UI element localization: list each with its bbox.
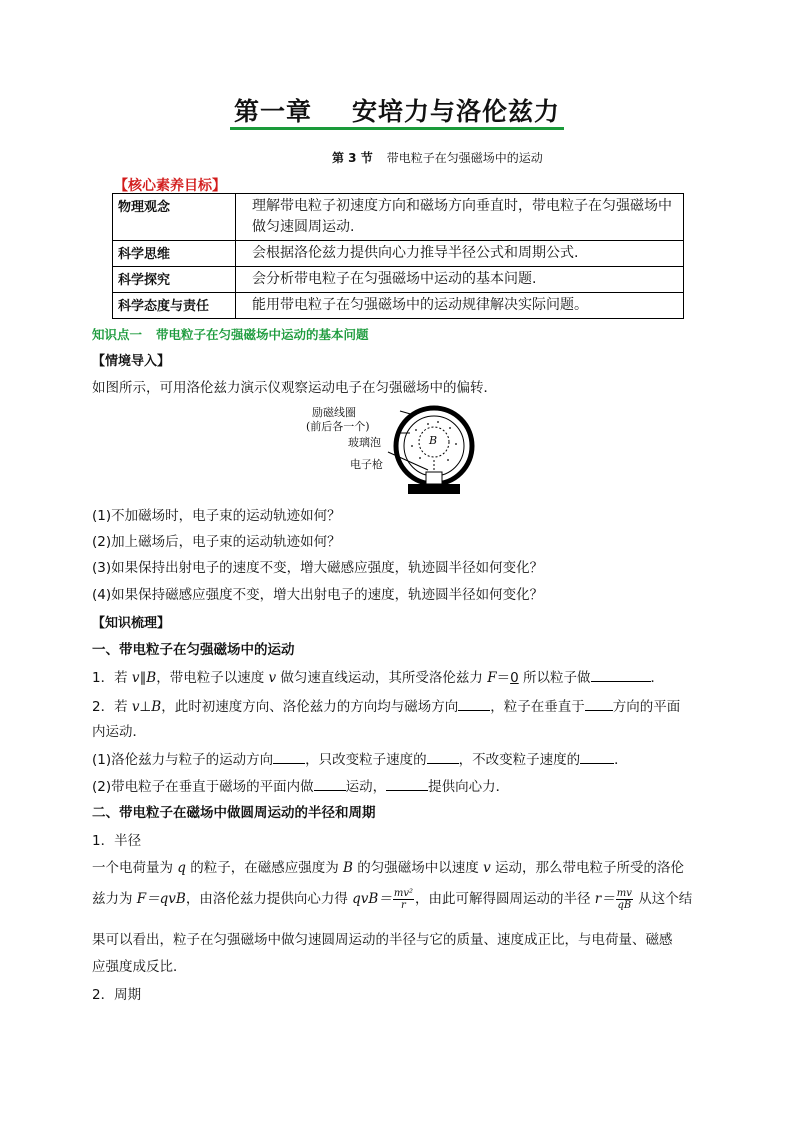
- fraction-mv2-r: $\frac{\text{mv²}}{r}$: [393, 887, 413, 911]
- intro-heading: 【情境导入】: [92, 354, 171, 369]
- answer-blank[interactable]: [386, 776, 428, 791]
- chapter-title: [0, 92, 794, 128]
- section-title: [332, 149, 543, 166]
- kp-label: 知识点一: [92, 327, 143, 342]
- table-row: [113, 267, 684, 293]
- figure-label-coil-note: (前后各一个): [306, 420, 370, 433]
- review-p2: 2．若 v⊥B，此时初速度方向、洛伦兹力的方向均与磁场方向 ，粒子在垂直于 方向的平面: [92, 696, 712, 717]
- answer-blank[interactable]: [458, 696, 490, 711]
- question-2: (2)加上磁场后，电子束的运动轨迹如何？: [92, 534, 341, 550]
- answer-blank[interactable]: [580, 749, 614, 764]
- review-section-1: 一、带电粒子在匀强磁场中的运动: [92, 642, 295, 658]
- chapter-name: 安培力与洛伦兹力: [352, 97, 561, 126]
- answer-blank[interactable]: [427, 749, 459, 764]
- lorentz-demo-figure: [306, 400, 480, 500]
- figure-label-gun: 电子枪: [350, 458, 383, 471]
- goal-key: 物理观念: [113, 194, 236, 241]
- goal-value: 能用带电粒子在匀强磁场中的运动规律解决实际问题。: [236, 293, 684, 319]
- review-p3: (1)洛伦兹力与粒子的运动方向 ，只改变粒子速度的 ，不改变粒子速度的 ．: [92, 749, 712, 770]
- goals-heading: 【核心素养目标】: [114, 178, 226, 194]
- radius-text-1: 一个电荷量为 q 的粒子，在磁感应强度为 B 的匀强磁场中以速度 v 运动，那么带电粒子所受的洛伦: [92, 860, 684, 876]
- radius-text-4: 应强度成反比．: [92, 959, 187, 975]
- question-3: (3)如果保持出射电子的速度不变，增大磁感应强度，轨迹圆半径如何变化？: [92, 560, 544, 576]
- review-section-2: 二、带电粒子在磁场中做圆周运动的半径和周期: [92, 805, 376, 821]
- figure-label-b: B: [429, 434, 438, 447]
- answer-blank[interactable]: [273, 749, 305, 764]
- answer-blank[interactable]: [585, 696, 613, 711]
- table-row: [113, 241, 684, 267]
- kp-title: 带电粒子在匀强磁场中运动的基本问题: [156, 327, 369, 342]
- goal-value: 会根据洛伦兹力提供向心力推导半径公式和周期公式.: [236, 241, 684, 267]
- period-title: 2．周期: [92, 987, 142, 1003]
- review-p1: 1．若 v∥B，带电粒子以速度 v 做匀速直线运动，其所受洛伦兹力 F＝0 所以粒子做 ．: [92, 667, 712, 688]
- answer-blank[interactable]: [591, 667, 651, 682]
- fraction-mv-qb: $\frac{mv}{qB}$: [616, 887, 632, 911]
- review-p4: (2)带电粒子在垂直于磁场的平面内做 运动， 提供向心力．: [92, 776, 712, 797]
- question-1: (1)不加磁场时，电子束的运动轨迹如何？: [92, 508, 341, 524]
- section-name: 带电粒子在匀强磁场中的运动: [386, 151, 543, 165]
- section-number: 第 3 节: [332, 151, 373, 165]
- goal-value: 理解带电粒子初速度方向和磁场方向垂直时，带电粒子在匀强磁场中做匀速圆周运动.: [236, 194, 684, 241]
- review-p2-cont: 内运动．: [92, 724, 146, 740]
- goal-key: 科学思维: [113, 241, 236, 267]
- answer-blank[interactable]: [314, 776, 346, 791]
- chapter-number: 第一章: [233, 97, 312, 126]
- radius-title: 1．半径: [92, 833, 142, 849]
- goal-key: 科学态度与责任: [113, 293, 236, 319]
- figure-label-bulb: 玻璃泡: [348, 436, 381, 449]
- radius-text-3: 果可以看出，粒子在匀强磁场中做匀速圆周运动的半径与它的质量、速度成正比，与电荷量、磁感: [92, 932, 673, 948]
- goal-key: 科学探究: [113, 267, 236, 293]
- intro-text: 如图所示，可用洛伦兹力演示仪观察运动电子在匀强磁场中的偏转．: [92, 380, 497, 396]
- review-heading: 【知识梳理】: [92, 616, 171, 631]
- knowledge-point-heading: [92, 325, 369, 343]
- goal-value: 会分析带电粒子在匀强磁场中运动的基本问题.: [236, 267, 684, 293]
- question-4: (4)如果保持磁感应强度不变，增大出射电子的速度，轨迹圆半径如何变化？: [92, 587, 544, 603]
- radius-text-2: 兹力为 F＝qvB，由洛伦兹力提供向心力得 qvB＝ $\frac{\text{mv²}}{r}$ ，由此可解得圆周运动的半径 r＝ $\frac{mv}{qB}$ 从这个结: [92, 887, 693, 911]
- figure-label-coil: 励磁线圈: [312, 406, 356, 419]
- table-row: [113, 194, 684, 241]
- goals-table: [112, 193, 684, 319]
- table-row: [113, 293, 684, 319]
